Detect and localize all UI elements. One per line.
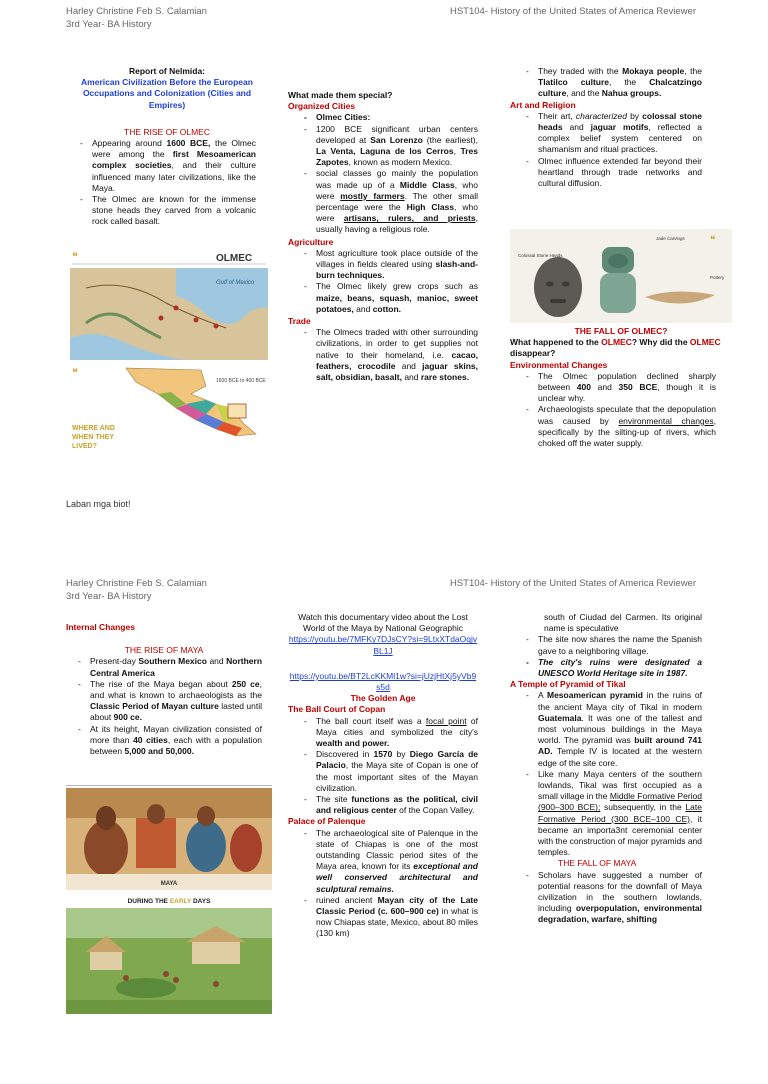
ball-court-list	[288, 716, 478, 817]
olmec-artifacts-image	[510, 229, 732, 323]
column-3-lower	[510, 326, 732, 449]
header-left	[66, 6, 207, 31]
mesoamerica-map-image	[66, 364, 272, 456]
list-item: - The archaeological site of Palenque in the state of Chiapas is one of the most outstanding Classic period sites of the Maya area, known for its exceptional and well conserved architectural and sculptural remains.	[302, 828, 478, 895]
map-caption: WHERE AND	[72, 425, 115, 432]
svg-text:Pottery: Pottery	[710, 275, 725, 280]
env-changes-heading: Environmental Changes	[510, 359, 608, 370]
list-item: - A Mesoamerican pyramid in the ruins of the ancient Maya city of Tikal in modern Guatemala. It was one of the tallest and most voluminous buildings in the Maya world. The pyramid was built around 741 AD. Temple IV is located at the western edge of the site core.	[524, 690, 702, 768]
fall-question: What happened to the OLMEC? Why did the OLMEC disappear?	[510, 337, 721, 359]
list-item: - The ball court itself was a focal point of Maya cities and symbolized the city's wealth and power.	[302, 716, 478, 750]
quote-icon: ❝	[72, 251, 78, 263]
palenque-continued-list	[510, 634, 702, 679]
list-item: - Most agriculture took place outside of the villages in fields cleared using slash-and-burn techniques.	[302, 248, 478, 282]
svg-text:MAYA: MAYA	[160, 881, 178, 887]
watch-text: Watch this documentary video about the Lost World of the Maya by National Geographic	[298, 612, 468, 634]
svg-text:WHERE AND WHEN THEY: WHERE AND WHEN THEY LIVED?	[72, 425, 115, 450]
list-item: - Olmec Cities:	[302, 112, 478, 123]
trade-partners-list	[510, 66, 702, 100]
list-item: - Scholars have suggested a number of potential reasons for the downfall of Maya civilization in the southern lowlands, including overpopulation, environmental degradation, warfare, shifting	[524, 870, 702, 926]
fall-maya-list	[510, 870, 702, 926]
list-item: - Present-day Southern Mexico and Northern Central America	[76, 656, 262, 678]
list-item: - Their art, characterized by colossal stone heads and jaguar motifs, reflected a complex belief system centered on shamanism and ritual practices.	[524, 111, 702, 156]
golden-age-heading: The Golden Age	[350, 693, 416, 704]
art-religion-heading: Art and Religion	[510, 99, 576, 110]
palenque-continued: south of Ciudad del Carmen. Its original name is speculative	[544, 612, 702, 634]
list-item: - Discovered in 1570 by Diego García de Palacio, the Maya site of Copan is one of the most important sites of the Mayan civilization.	[302, 749, 478, 794]
course-title: HST104- History of the United States of America Reviewer	[449, 578, 696, 589]
list-item: - The Olmec likely grew crops such as maize, beans, squash, manioc, sweet potatoes, and cotton.	[302, 281, 478, 315]
quote-icon: ❝	[72, 367, 78, 379]
maya-painting-image	[66, 788, 272, 890]
video-link-2[interactable]: https://youtu.be/BT2LcKKMl1w?si=jUzjHtXj5yVb9s5d	[289, 670, 477, 693]
env-list	[510, 371, 716, 449]
trade-heading: Trade	[288, 316, 311, 327]
svg-text:Gulf of Mexico: Gulf of Mexico	[216, 280, 255, 286]
svg-text:DURING THE EARLY DAYS: DURING THE EARLY DAYS	[127, 898, 211, 905]
column-1	[66, 622, 262, 757]
svg-text:1600 BCE to 400 BCE: 1600 BCE to 400 BCE	[216, 378, 266, 384]
page-1	[0, 0, 768, 512]
maya-early-days-image	[66, 892, 272, 1014]
list-item: - Archaeologists speculate that the depopulation was caused by environmental changes, specifically by the silting-up of rivers, which choked off the water supply.	[524, 404, 716, 449]
svg-text:Jade Carvings: Jade Carvings	[656, 236, 685, 241]
column-1	[78, 66, 256, 228]
palenque-heading: Palace of Palenque	[288, 816, 366, 827]
internal-changes-heading: Internal Changes	[66, 622, 135, 632]
column-3	[510, 66, 702, 189]
list-item: - The Olmec population declined sharply between 400 and 350 BCE, though it is unclear why.	[524, 371, 716, 405]
list-item: - The Olmecs traded with other surrounding civilizations, in order to get supplies not native to their homeland, i.e. cacao, feathers, crocodile and jaguar skins, salt, obsidian, basalt, and rare stones.	[302, 327, 478, 383]
list-item: - The Olmec are known for the immense stone heads they carved from a volcanic rock called basalt.	[78, 194, 256, 228]
svg-text:Colossal Stone Heads: Colossal Stone Heads	[518, 253, 563, 258]
column-2	[288, 612, 478, 940]
report-of: Report of Nelmida:	[128, 66, 206, 76]
author-name: Harley Christine Feb S. Calamian	[66, 578, 207, 589]
list-item: - They traded with the Mokaya people, the Tlatilco culture, the Chalcatzingo culture, and the Nahua groups.	[524, 66, 702, 100]
footer-note: Laban mga biot!	[66, 499, 131, 509]
svg-text:OLMEC: OLMEC	[216, 253, 253, 264]
art-list	[510, 111, 702, 189]
olmec-map-image	[66, 248, 272, 362]
list-item: - Olmec influence extended far beyond their heartland through trade networks and cultural diffusion.	[524, 156, 702, 190]
fall-olmec-heading: THE FALL OF OLMEC?	[574, 326, 668, 336]
year-level: 3rd Year- BA History	[66, 18, 152, 30]
tikal-heading: A Temple of Pyramid of Tikal	[510, 679, 626, 690]
rise-olmec-heading: THE RISE OF OLMEC	[124, 126, 210, 137]
rise-maya-list	[66, 656, 262, 757]
quote-icon: ❝	[710, 235, 716, 246]
olmec-cities-list	[288, 112, 478, 235]
list-item: - The site functions as the political, civil and religious center of the Copan Valley.	[302, 794, 478, 816]
list-item: - The city's ruins were designated a UNESCO World Heritage site in 1987.	[524, 657, 702, 679]
agriculture-heading: Agriculture	[288, 236, 334, 247]
header-left	[66, 578, 207, 603]
olmec-intro-list	[78, 138, 256, 228]
list-item: - At its height, Mayan civilization consisted of more than 40 cities, each with a population between 5,000 and 50,000.	[76, 724, 262, 758]
course-title: HST104- History of the United States of America Reviewer	[449, 6, 696, 17]
list-item: - social classes go mainly the population was made up of a Middle Class, who were mostly farmers. The other small percentage were the High Class, who were artisans, rulers, and priests, usually having a religious role.	[302, 168, 478, 235]
list-item: - Like many Maya centers of the southern lowlands, Tikal was first occupied as a small village in the Middle Formative Period (900–300 BCE); subsequently, in the Late Formative Period (300 BCE–100 CE), it became an importa3nt ceremonial center with the construction of major pyramids and temples.	[524, 769, 702, 859]
what-special-heading: What made them special?	[288, 90, 393, 100]
author-name: Harley Christine Feb S. Calamian	[66, 6, 207, 17]
list-item: - Appearing around 1600 BCE, the Olmec were among the first Mesoamerican complex societies, and their culture influenced many later civilizations, like the Maya.	[78, 138, 256, 194]
list-item: - 1200 BCE significant urban centers developed at San Lorenzo (the earliest), La Venta, Laguna de los Cerros, Tres Zapotes, known as modern Mexico.	[302, 124, 478, 169]
agriculture-list	[288, 248, 478, 315]
column-3	[510, 612, 702, 926]
fall-maya-heading: THE FALL OF MAYA	[558, 858, 637, 869]
trade-list	[288, 327, 478, 383]
year-level: 3rd Year- BA History	[66, 590, 152, 602]
video-link-1[interactable]: https://youtu.be/7MFKy7DJsCY?si=9LtxXTdaOqjvBL1J	[288, 634, 478, 656]
organized-cities-heading: Organized Cities	[288, 101, 356, 112]
tikal-list	[510, 690, 702, 858]
rise-maya-heading: THE RISE OF MAYA	[124, 645, 204, 656]
column-2	[288, 90, 478, 383]
ball-court-heading: The Ball Court of Copan	[288, 704, 386, 715]
list-item: - ruined ancient Mayan city of the Late Classic Period (c. 600–900 ce) in what is now Chiapas state, Mexico, about 80 miles (130 km)	[302, 895, 478, 940]
page-2	[0, 572, 768, 1084]
report-title: American Civilization Before the European Occupations and Colonization (Cities and Empires)	[81, 77, 253, 110]
list-item: - The site now shares the name the Spanish gave to a neighboring village.	[524, 634, 702, 656]
palenque-list	[288, 828, 478, 940]
divider	[66, 785, 272, 786]
list-item: - The rise of the Maya began about 250 ce, and what is known to archaeologists as the Classic Period of Mayan culture lasted until about 900 ce.	[76, 679, 262, 724]
